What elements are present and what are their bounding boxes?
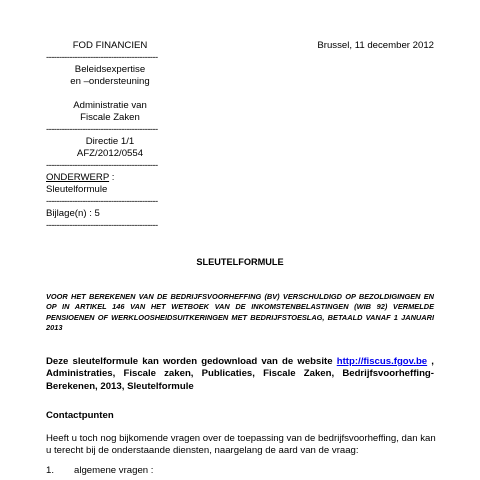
divider: ------------------------------------------- (46, 124, 158, 135)
intro-paragraph: VOOR HET BEREKENEN VAN DE BEDRIJFSVOORHEFFING (BV) VERSCHULDIGD OP BEZOLDIGINGEN EN OP IN ARTIKEL 146 VAN HET WETBOEK VAN DE INKOMSTENBELASTINGEN (WIB 92) VERMELDE PENSIOENEN OF WERKLOOSHEIDSUITKERINGEN MET BEDRIJFSTOESLAG, BETAALD VANAF 1 JANUARI 2013 (46, 292, 434, 333)
org-name: FOD FINANCIEN (72, 40, 148, 51)
divider: ------------------------------------------- (46, 196, 158, 207)
fiscus-website-link[interactable]: http://fiscus.fgov.be (336, 356, 428, 367)
department-line-2: en –ondersteuning (70, 76, 150, 87)
list-item (46, 465, 153, 476)
subject-value: Sleutelformule (46, 184, 108, 195)
place-date: Brussel, 11 december 2012 (317, 40, 434, 51)
attachments: Bijlage(n) : 5 (46, 208, 100, 219)
header-address-block (46, 40, 174, 232)
administration-line-1: Administratie van (73, 100, 147, 111)
directie: Directie 1/1 (85, 136, 135, 147)
divider: ------------------------------------------- (46, 52, 158, 63)
divider: ------------------------------------------- (46, 160, 158, 171)
divider: ------------------------------------------- (46, 220, 158, 231)
contact-heading: Contactpunten (46, 410, 114, 421)
list-number: 1. (46, 465, 55, 476)
download-paragraph: Deze sleutelformule kan worden gedownload van de website http://fiscus.fgov.be , Administraties, Fiscale zaken, Publicaties, Fiscale Zaken, Bedrijfsvoorheffing-Berekenen, 2013, Sleutelformule (46, 356, 434, 392)
administration-line-2: Fiscale Zaken (80, 112, 140, 123)
list-item-text: algemene vragen : (74, 465, 154, 476)
document-title: SLEUTELFORMULE (196, 257, 284, 267)
department-line-1: Beleidsexpertise (74, 64, 146, 75)
reference-number: AFZ/2012/0554 (76, 148, 144, 159)
contact-paragraph: Heeft u toch nog bijkomende vragen over de toepassing van de bedrijfsvoorheffing, dan kan u terecht bij de onderstaande diensten, naargelang de aard van de vraag: (46, 433, 436, 457)
subject-label: ONDERWERP : (46, 172, 115, 183)
